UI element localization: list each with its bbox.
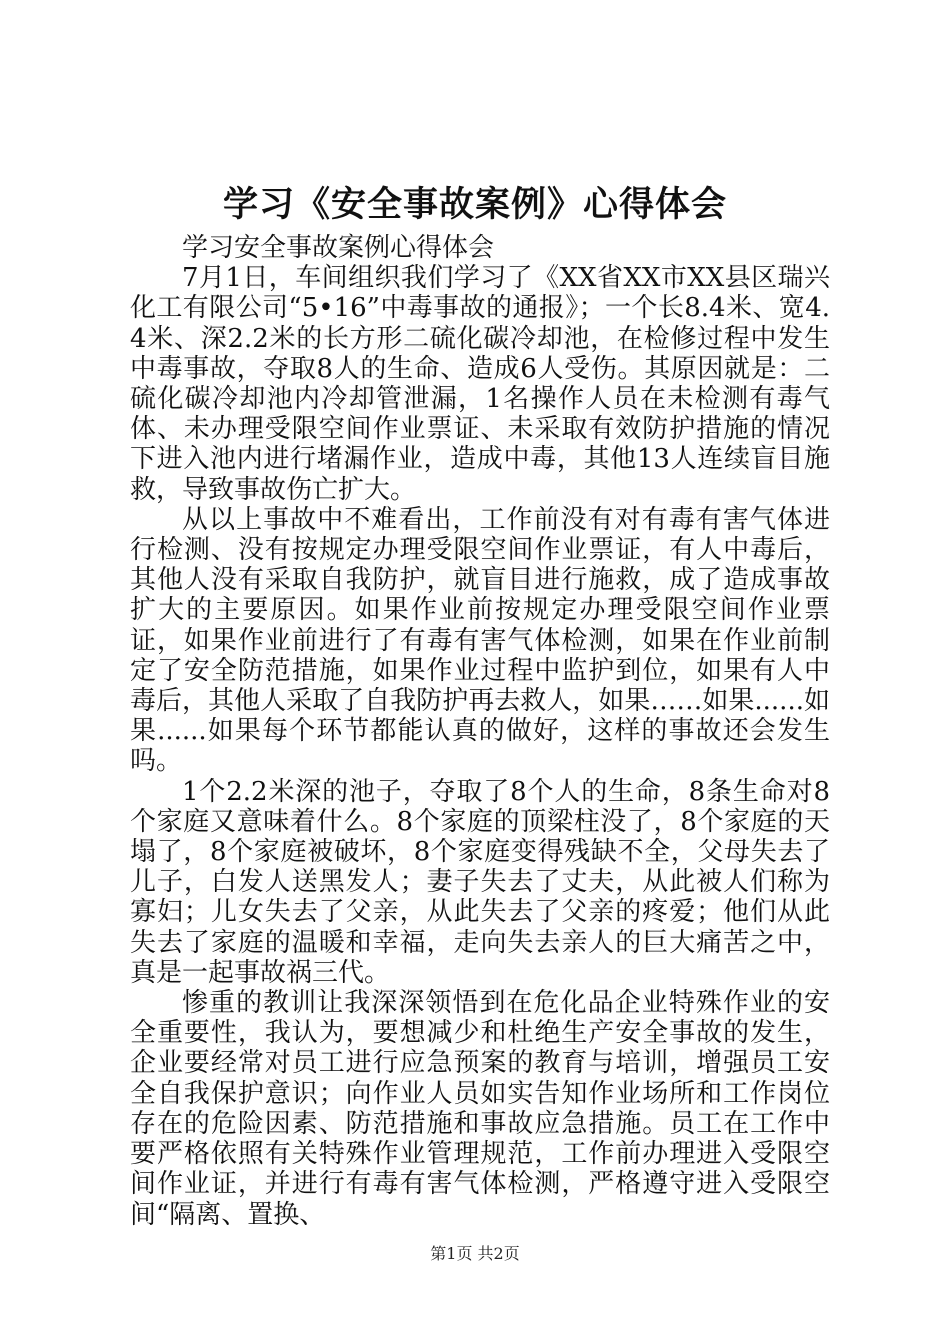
document-title: 学习《安全事故案例》心得体会 [222,184,727,225]
document-body [130,233,830,1230]
page-number: 第1页 共2页 [430,1244,520,1263]
body-paragraph: 1个2.2米深的池子，夺取了8个人的生命，8条生命对8个家庭又意味着什么。8个家庭的顶梁柱没了，8个家庭的天塌了，8个家庭被破坏，8个家庭变得残缺不全，父母失去了儿子，白发人送黑发人；妻子失去了丈夫，从此被人们称为寡妇；儿女失去了父亲，从此失去了父亲的疼爱；他们从此失去了家庭的温暖和幸福，走向失去亲人的巨大痛苦之中，真是一起事故祸三代。 [130,776,830,988]
body-paragraph: 从以上事故中不难看出，工作前没有对有毒有害气体进行检测、没有按规定办理受限空间作业票证，有人中毒后，其他人没有采取自我防护，就盲目进行施救，成了造成事故扩大的主要原因。如果作业前按规定办理受限空间作业票证，如果作业前进行了有毒有害气体检测，如果在作业前制定了安全防范措施，如果作业过程中监护到位，如果有人中毒后，其他人采取了自我防护再去救人，如果……如果......如果......如果每个环节都能认真的做好，这样的事故还会发生吗。 [130,504,830,777]
body-paragraph: 惨重的教训让我深深领悟到在危化品企业特殊作业的安全重要性，我认为，要想减少和杜绝生产安全事故的发生，企业要经常对员工进行应急预案的教育与培训，增强员工安全自我保护意识；向作业人员如实告知作业场所和工作岗位存在的危险因素、防范措施和事故应急措施。员工在工作中要严格依照有关特殊作业管理规范，工作前办理进入受限空间作业证，并进行有毒有害气体检测，严格遵守进入受限空间“隔离、置换、 [130,988,830,1230]
subtitle-paragraph: 学习安全事故案例心得体会 [182,233,495,263]
body-paragraph: 7月1日，车间组织我们学习了《XX省XX市XX县区瑞兴化工有限公司“5•16”中毒事故的通报》；一个长8.4米、宽4.4米、深2.2米的长方形二硫化碳冷却池，在检修过程中发生中毒事故，夺取8人的生命、造成6人受伤。其原因就是：二硫化碳冷却池内冷却管泄漏，1名操作人员在未检测有毒气体、未办理受限空间作业票证、未采取有效防护措施的情况下进入池内进行堵漏作业，造成中毒，其他13人连续盲目施救，导致事故伤亡扩大。 [130,263,830,505]
